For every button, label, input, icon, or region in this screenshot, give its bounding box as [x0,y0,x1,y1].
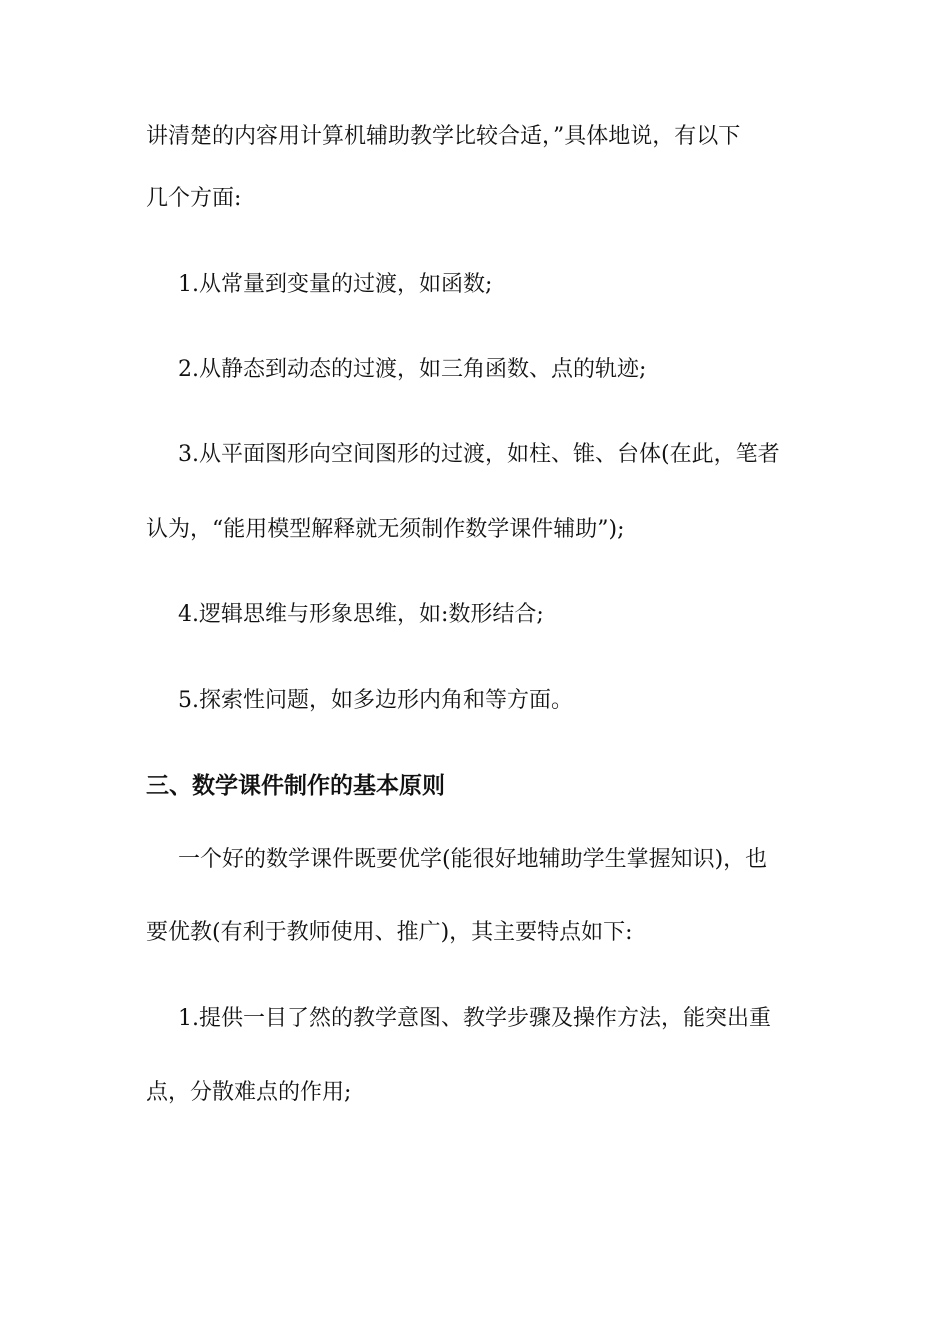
list-item-continuation: 认为，“能用模型解释就无须制作数学课件辅助”); [146,517,625,542]
list-item-continuation: 点，分散难点的作用; [146,1080,352,1105]
list-item: 3.从平面图形向空间图形的过渡，如柱、锥、台体(在此，笔者 [178,442,780,467]
list-item: 2.从静态到动态的过渡，如三角函数、点的轨迹; [178,357,647,382]
paragraph-line: 一个好的数学课件既要优学(能很好地辅助学生掌握知识)，也 [178,847,768,872]
paragraph-line: 几个方面: [146,186,242,211]
paragraph-line: 要优教(有利于教师使用、推广)，其主要特点如下: [146,920,633,945]
list-item: 1.提供一目了然的教学意图、教学步骤及操作方法，能突出重 [178,1006,771,1031]
list-item: 5.探索性问题，如多边形内角和等方面。 [178,688,573,713]
section-heading: 三、数学课件制作的基本原则 [146,773,445,799]
list-item: 4.逻辑思维与形象思维，如:数形结合; [178,602,544,627]
list-item: 1.从常量到变量的过渡，如函数; [178,272,493,297]
paragraph-line: 讲清楚的内容用计算机辅助教学比较合适，”具体地说，有以下 [146,124,741,149]
